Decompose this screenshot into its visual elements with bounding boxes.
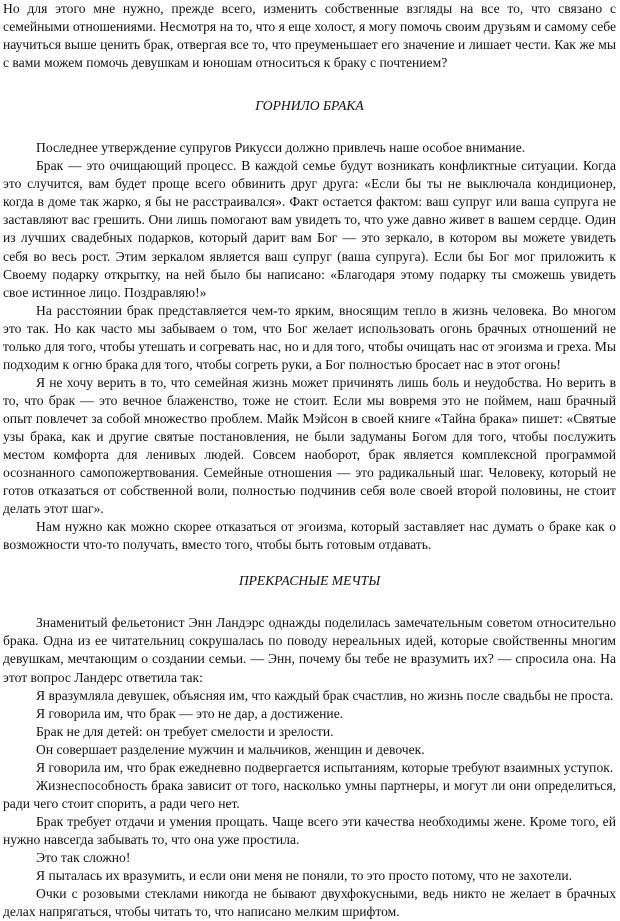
paragraph: Я пыталась их вразумить, и если они меня не поняли, то это просто потому, что не захотели.: [36, 868, 573, 884]
paragraph: Нам нужно как можно скорее отказаться от эгоизма, который заставляет нас думать о браке как о возможности что-то получать, вместо того, чтобы быть готовым отдавать.: [3, 519, 616, 553]
paragraph: Брак требует отдачи и умения прощать. Чаще всего эти качества необходимы жене. Кроме того, ей нужно навсегда забывать то, что она уже простила.: [3, 813, 616, 847]
paragraph: Очки с розовыми стеклами никогда не бывают двухфокусными, ведь никто не желает в брачных делах напрягаться, чтобы читать то, что написано мелким шрифтом.: [3, 886, 616, 920]
paragraph: Жизнеспособность брака зависит от того, насколько умны партнеры, и могут ли они определиться, ради чего стоит спорить, а ради чего нет.: [3, 777, 616, 811]
section-heading-mechty: ПРЕКРАСНЫЕ МЕЧТЫ: [238, 573, 381, 589]
spacer: [3, 115, 616, 139]
paragraph: Я вразумляла девушек, объясняя им, что каждый брак счастлив, но жизнь после свадьбы не проста.: [36, 687, 614, 703]
paragraph: Я говорила им, что брак — это не дар, а достижение.: [36, 705, 344, 721]
paragraph: Он совершает разделение мужчин и мальчиков, женщин и девочек.: [36, 741, 425, 757]
paragraph: Я говорила им, что брак ежедневно подвергается испытаниям, которые требуют взаимных уступок.: [36, 759, 614, 775]
lead-paragraph: Знаменитый фельетонист Энн Ландэрс однажды поделилась замечательным советом относительно брака. Одна из ее читательниц сокрушалась по поводу нереальных идей, которые свойственны многим девушкам, мечтающим о создании семьи. — Энн, почему бы тебе не вразумить их? — спросила она. На этот вопрос Ландерс ответила так:: [3, 615, 616, 685]
spacer: [3, 554, 616, 572]
section-heading-gornilo: ГОРНИЛО БРАКА: [255, 98, 364, 114]
paragraph: Брак — это очищающий процесс. В каждой семье будут возникать конфликтные ситуации. Когда это случится, вам будет проще всего обвинить друг друга: «Если бы ты не выключала кондиционер, когда в доме так жарко, я бы не расстраивался». Факт остается фактом: ваш супруг или ваша супруга не заставляют вас грешить. Они лишь помогают вам увидеть то, что уже давно живет в вашем сердце. Один из лучших свадебных подарков, который дарит вам Бог — это зеркало, в котором вы можете увидеть себя во весь рост. Этим зеркалом является ваш супруг (ваша супруга). Если бы Бог мог приложить к Своему подарку открытку, на ней было бы написано: «Благодаря этому подарку ты сможешь увидеть свое истинное лицо. Поздравляю!»: [3, 158, 616, 300]
paragraph: Я не хочу верить в то, что семейная жизнь может причинять лишь боль и неудобства. Но верить в то, что брак — это вечное блаженство, тоже не стоит. Если мы вовремя это не поймем, наш брачный опыт повлечет за собой множество проблем. Майк Мэйсон в своей книге «Тайна брака» пишет: «Святые узы брака, как и другие святые постановления, не были задуманы Богом для того, чтобы послужить местом комфорта для ленивых людей. Совсем наоборот, брак является комплексной программой осознанного самопожертвования. Семейные отношения — это радикальный шаг. Человеку, который не готов отказаться от собственной воли, полностью подчинив себя воле своей второй половины, не стоит делать этот шаг».: [3, 374, 616, 517]
spacer: [3, 72, 616, 97]
paragraph: Последнее утверждение супругов Рикусси должно привлечь наше особое внимание.: [36, 140, 526, 156]
paragraph: На расстоянии брак представляется чем-то ярким, вносящим тепло в жизнь человека. Во многом это так. Но как часто мы забываем о том, что Бог желает использовать огонь брачных отношений не только для того, чтобы утешать и согревать нас, но и для того, чтобы очищать нас от эгоизма и греха. Мы подходим к огню брака для того, чтобы согреть руки, а Бог полностью бросает нас в этот огонь!: [3, 302, 616, 372]
intro-paragraph: Но для этого мне нужно, прежде всего, изменить собственные взгляды на все то, что связано с семейными отношениями. Несмотря на то, что я еще холост, я могу помочь своим друзьям и самому себе научиться выше ценить брак, отвергая все то, что преуменьшает его значение и лишает чести. Как же мы с вами можем помочь девушкам и юношам относиться к браку с почтением?: [3, 1, 616, 71]
paragraph: Это так сложно!: [36, 849, 131, 865]
paragraph: Брак не для детей: он требует смелости и зрелости.: [36, 723, 334, 739]
spacer: [3, 590, 616, 614]
